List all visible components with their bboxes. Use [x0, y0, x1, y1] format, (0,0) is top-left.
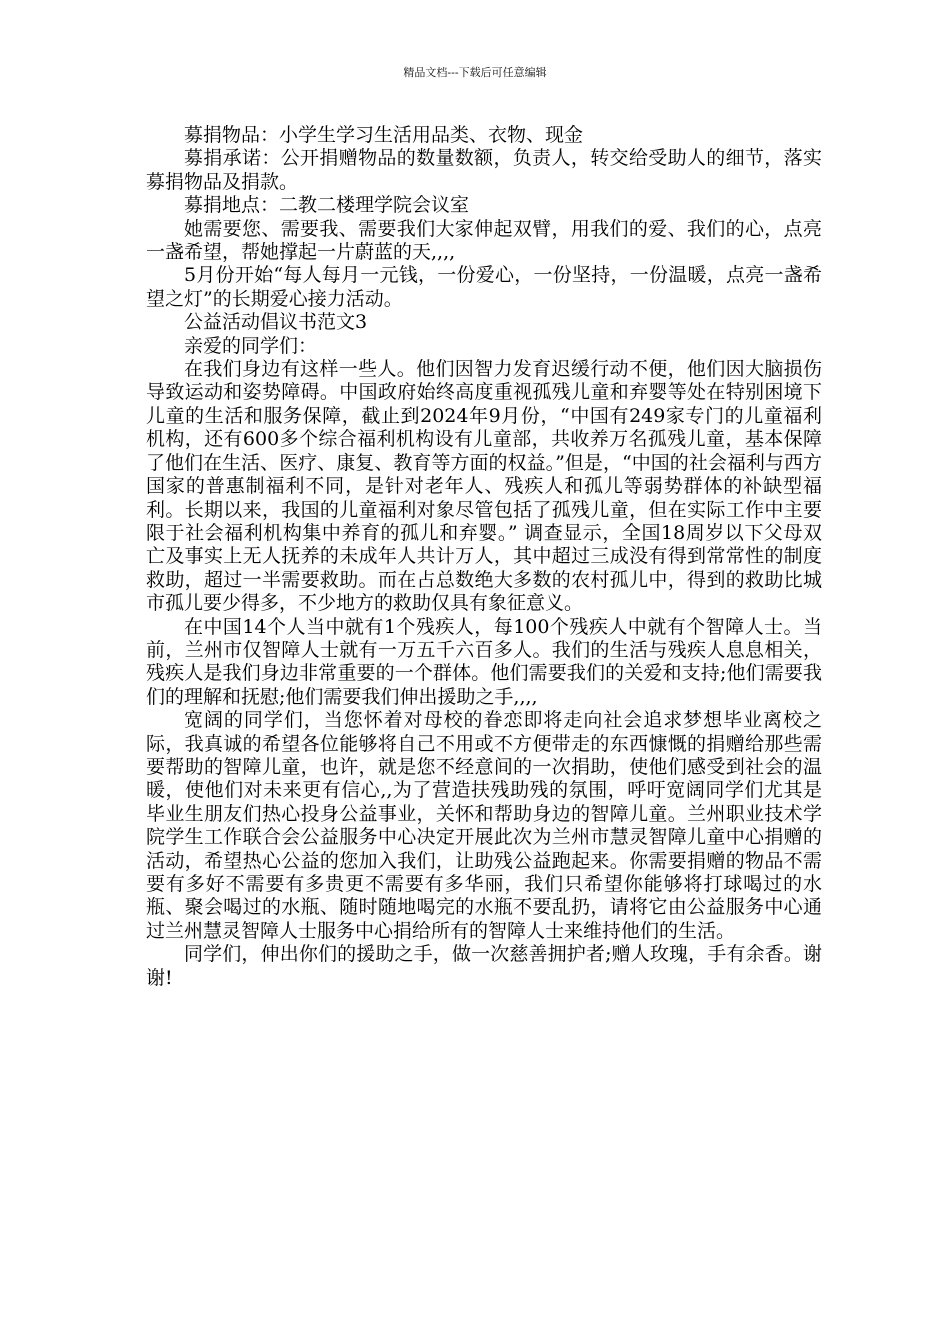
paragraph-background: 在我们身边有这样一些人。他们因智力发育迟缓行动不便，他们因大脑损伤导致运动和姿势障碍。中国政府始终高度重视孤残儿童和弃婴等处在特别困境下儿童的生活和服务保障，截止到2024年9月份，“中国有249家专门的儿童福利机构，还有600多个综合福利机构设有儿童部，共收养万名孤残儿童，基本保障了他们在生活、医疗、康复、教育等方面的权益。”但是，“中国的社会福利与西方国家的普惠制福利不同，是针对老年人、残疾人和孤儿等弱势群体的补缺型福利。长期以来，我国的儿童福利对象尽管包括了孤残儿童，但在实际工作中主要限于社会福利机构集中养育的孤儿和弃婴。” 调查显示，全国18周岁以下父母双亡及事实上无人抚养的未成年人共计万人，其中超过三成没有得到常常性的制度救助，超过一半需要救助。而在占总数绝大多数的农村孤儿中，得到的救助比城市孤儿要少得多，不少地方的救助仅具有象征意义。 — [146, 358, 822, 615]
paragraph-appeal: 她需要您、需要我、需要我们大家伸起双臂，用我们的爱、我们的心，点亮一盏希望，帮她撑起一片蔚蓝的天,,,, — [146, 217, 822, 264]
salutation: 亲爱的同学们： — [184, 334, 318, 357]
section-title: 公益活动倡议书范文3 — [184, 311, 368, 334]
paragraph-donation-promise: 募捐承诺：公开捐赠物品的数量数额，负责人，转交给受助人的细节，落实募捐物品及捐款。 — [146, 147, 822, 193]
paragraph-closing: 同学们，伸出你们的援助之手，做一次慈善拥护者;赠人玫瑰，手有余香。谢谢! — [146, 943, 822, 989]
paragraph-donation-location: 募捐地点：二教二楼理学院会议室 — [184, 194, 470, 217]
page-header: 精品文档---下载后可任意编辑 — [403, 66, 547, 79]
document-body — [146, 124, 822, 990]
paragraph-monthly-activity: 5月份开始“每人每月一元钱，一份爱心，一份坚持，一份温暖，点亮一盏希望之灯”的长期爱心接力活动。 — [146, 264, 822, 310]
paragraph-disability-stats: 在中国14个人当中就有1个残疾人，每100个残疾人中就有个智障人士。当前，兰州市仅智障人士就有一万五千六百多人。我们的生活与残疾人息息相关，残疾人是我们身边非常重要的一个群体。他们需要我们的关爱和支持;他们需要我们的理解和抚慰;他们需要我们伸出援助之手,,,, — [146, 615, 822, 708]
paragraph-call-to-action: 宽阔的同学们，当您怀着对母校的眷恋即将走向社会追求梦想毕业离校之际，我真诚的希望各位能够将自己不用或不方便带走的东西慷慨的捐赠给那些需要帮助的智障儿童，也许，就是您不经意间的一次捐助，使他们感受到社会的温暖，使他们对未来更有信心,,为了营造扶残助残的氛围，呼吁宽阔同学们尤其是毕业生朋友们热心投身公益事业，关怀和帮助身边的智障儿童。兰州职业技术学院学生工作联合会公益服务中心决定开展此次为兰州市慧灵智障儿童中心捐赠的活动，希望热心公益的您加入我们，让助残公益跑起来。你需要捐赠的物品不需要有多好不需要有多贵更不需要有多华丽，我们只希望你能够将打球喝过的水瓶、聚会喝过的水瓶、随时随地喝完的水瓶不要乱扔，请将它由公益服务中心通过兰州慧灵智障人士服务中心捐给所有的智障人士来维持他们的生活。 — [146, 709, 822, 942]
paragraph-donation-items: 募捐物品：小学生学习生活用品类、衣物、现金 — [184, 124, 584, 146]
